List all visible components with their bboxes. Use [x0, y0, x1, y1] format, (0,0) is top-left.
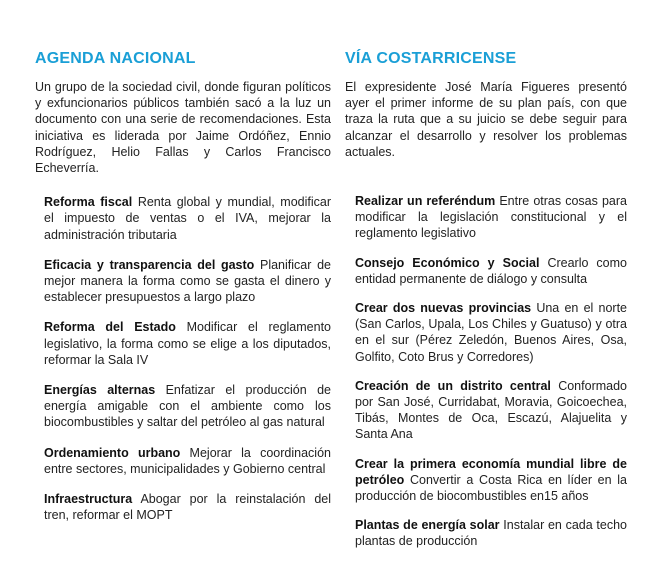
item-text: Crearlo como entidad permanente de diálogo y consulta: [355, 255, 628, 286]
item-text: Instalar en cada techo plantas de producción: [355, 518, 627, 549]
list-item: [35, 319, 331, 368]
via-costarricense-list: [345, 193, 627, 550]
item-title: Reforma del Estado: [44, 320, 176, 335]
item-title: Reforma fiscal: [44, 195, 133, 210]
item-text: Mejorar la coordinación entre sectores, municipalidades y Gobierno central: [44, 445, 331, 476]
item-text: Modificar el reglamento legislativo, la forma como se elige a los diputados, reformar la Sala IV: [44, 320, 331, 367]
via-costarricense-intro: El expresidente José María Figueres presentó ayer el primer informe de su plan país, con que traza la ruta que a su juicio se debe seguir para alcanzar el desarrollo y resolver los problemas actuales.: [345, 80, 627, 159]
list-item: [345, 300, 627, 365]
list-item: [35, 382, 331, 431]
item-text: Abogar por la reinstalación del tren, reformar el MOPT: [44, 492, 331, 523]
agenda-nacional-intro: Un grupo de la sociedad civil, donde figuran políticos y exfuncionarios públicos también sacó a la luz un documento con una serie de recomendaciones. Esta iniciativa es liderada por Jaime Ordóñez, Ennio Rodríguez, Helio Fallas y Carlos Francisco Echeverría.: [35, 80, 331, 176]
item-text: Planificar de mejor manera la forma como se gasta el dinero y establecer presupuestos a largo plazo: [44, 257, 331, 305]
agenda-nacional-heading: AGENDA NACIONAL: [35, 50, 196, 67]
item-title: Crear dos nuevas provincias: [355, 301, 532, 316]
via-costarricense-heading: VÍA COSTARRICENSE: [345, 50, 517, 67]
list-item: [35, 445, 331, 477]
list-item: [35, 491, 331, 523]
agenda-nacional-list: [35, 194, 331, 523]
list-item: [345, 378, 627, 443]
list-item: [35, 194, 331, 243]
list-item: [345, 456, 627, 505]
item-title: Eficacia y transparencia del gasto: [44, 257, 255, 272]
item-text: Entre otras cosas para modificar la legislación constitucional y el reglamento legislativo: [355, 194, 628, 241]
item-text: Convertir a Costa Rica en líder en la producción de biocombustibles en15 años: [355, 472, 627, 504]
item-title: Energías alternas: [44, 383, 156, 398]
item-text: Renta global y mundial, modificar el impuesto de ventas o el IVA, mejorar la administración tributaria: [44, 195, 331, 242]
list-item: [35, 257, 331, 306]
item-title: Realizar un referéndum: [355, 194, 496, 209]
item-text: Enfatizar el producción de energía amigable con el ambiente como los biocombustibles y saltar del petróleo al gas natural: [44, 383, 331, 430]
agenda-nacional-column: [35, 48, 331, 537]
item-title: Ordenamiento urbano: [44, 445, 181, 460]
list-item: [345, 193, 627, 242]
list-item: [345, 517, 627, 549]
via-costarricense-column: [345, 48, 627, 563]
item-title: Creación de un distrito central: [355, 378, 551, 393]
item-title: Crear la primera economía mundial libre de petróleo: [355, 456, 627, 487]
list-item: [345, 255, 627, 287]
item-title: Infraestructura: [44, 492, 133, 507]
item-text: Una en el norte (San Carlos, Upala, Los Chiles y Guatuso) y otra en el sur (Pérez Zeledón, Buenos Aires, Osa, Golfito, Coto Brus y Corredores): [355, 301, 627, 364]
item-title: Consejo Económico y Social: [355, 255, 540, 270]
item-text: Conformado por San José, Curridabat, Moravia, Goicoechea, Tibás, Montes de Oca, Escazú, Alajuelita y Santa Ana: [355, 378, 627, 442]
item-title: Plantas de energía solar: [355, 518, 500, 533]
